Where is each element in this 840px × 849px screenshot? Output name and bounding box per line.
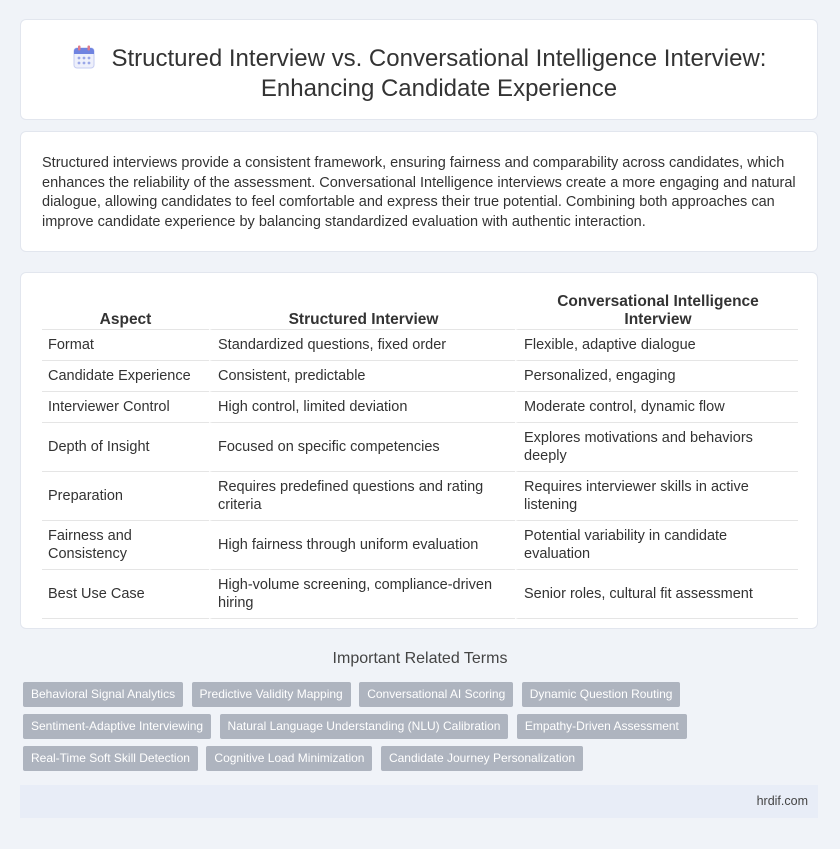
cell-structured: High-volume screening, compliance-driven hiring (209, 570, 515, 619)
table-header-row (42, 293, 798, 330)
cell-aspect: Best Use Case (42, 570, 209, 619)
cell-aspect: Fairness and Consistency (42, 521, 209, 570)
related-tag[interactable]: Cognitive Load Minimization (206, 746, 372, 771)
related-tag[interactable]: Real-Time Soft Skill Detection (23, 746, 198, 771)
related-tag[interactable]: Predictive Validity Mapping (192, 682, 351, 707)
table-row (42, 472, 798, 521)
comparison-card (20, 272, 818, 629)
footer (20, 785, 818, 818)
header-card (20, 19, 818, 120)
footer-site-link[interactable]: hrdif.com (756, 794, 808, 808)
related-tag[interactable]: Candidate Journey Personalization (381, 746, 583, 771)
cell-aspect: Interviewer Control (42, 392, 209, 423)
cell-aspect: Candidate Experience (42, 361, 209, 392)
header-structured: Structured Interview (209, 293, 515, 330)
cell-conversational: Senior roles, cultural fit assessment (515, 570, 798, 619)
cell-conversational: Personalized, engaging (515, 361, 798, 392)
related-terms-list (23, 682, 803, 778)
related-tag[interactable]: Sentiment-Adaptive Interviewing (23, 714, 211, 739)
page-title: Structured Interview vs. Conversational Intelligence Interview: Enhancing Candidate Experience (111, 45, 767, 102)
cell-conversational: Potential variability in candidate evaluation (515, 521, 798, 570)
cell-conversational: Flexible, adaptive dialogue (515, 330, 798, 361)
cell-structured: Consistent, predictable (209, 361, 515, 392)
table-row (42, 521, 798, 570)
cell-structured: Focused on specific competencies (209, 423, 515, 472)
cell-aspect: Format (42, 330, 209, 361)
table-row (42, 392, 798, 423)
cell-structured: High fairness through uniform evaluation (209, 521, 515, 570)
related-tag[interactable]: Conversational AI Scoring (359, 682, 513, 707)
intro-card (20, 131, 818, 252)
table-row (42, 423, 798, 472)
table-row (42, 570, 798, 619)
cell-conversational: Moderate control, dynamic flow (515, 392, 798, 423)
cell-structured: High control, limited deviation (209, 392, 515, 423)
cell-structured: Requires predefined questions and rating criteria (209, 472, 515, 521)
intro-paragraph: Structured interviews provide a consistent framework, ensuring fairness and comparability across candidates, which enhances the reliability of the assessment. Conversational Intelligence interviews create a more engaging and natural dialogue, allowing candidates to feel comfortable and express their true potential. Combining both approaches can improve candidate experience by balancing standardized evaluation with authentic interaction. (42, 155, 796, 230)
header-conversational: Conversational Intelligence Interview (515, 293, 798, 330)
cell-aspect: Preparation (42, 472, 209, 521)
header-aspect: Aspect (42, 293, 209, 330)
cell-conversational: Requires interviewer skills in active listening (515, 472, 798, 521)
related-tag[interactable]: Empathy-Driven Assessment (517, 714, 687, 739)
cell-aspect: Depth of Insight (42, 423, 209, 472)
table-row (42, 330, 798, 361)
table-row (42, 361, 798, 392)
related-tag[interactable]: Dynamic Question Routing (522, 682, 681, 707)
related-tag[interactable]: Behavioral Signal Analytics (23, 682, 183, 707)
related-tag[interactable]: Natural Language Understanding (NLU) Calibration (220, 714, 509, 739)
related-terms-title: Important Related Terms (332, 650, 508, 667)
cell-structured: Standardized questions, fixed order (209, 330, 515, 361)
cell-conversational: Explores motivations and behaviors deeply (515, 423, 798, 472)
comparison-table (42, 293, 798, 619)
